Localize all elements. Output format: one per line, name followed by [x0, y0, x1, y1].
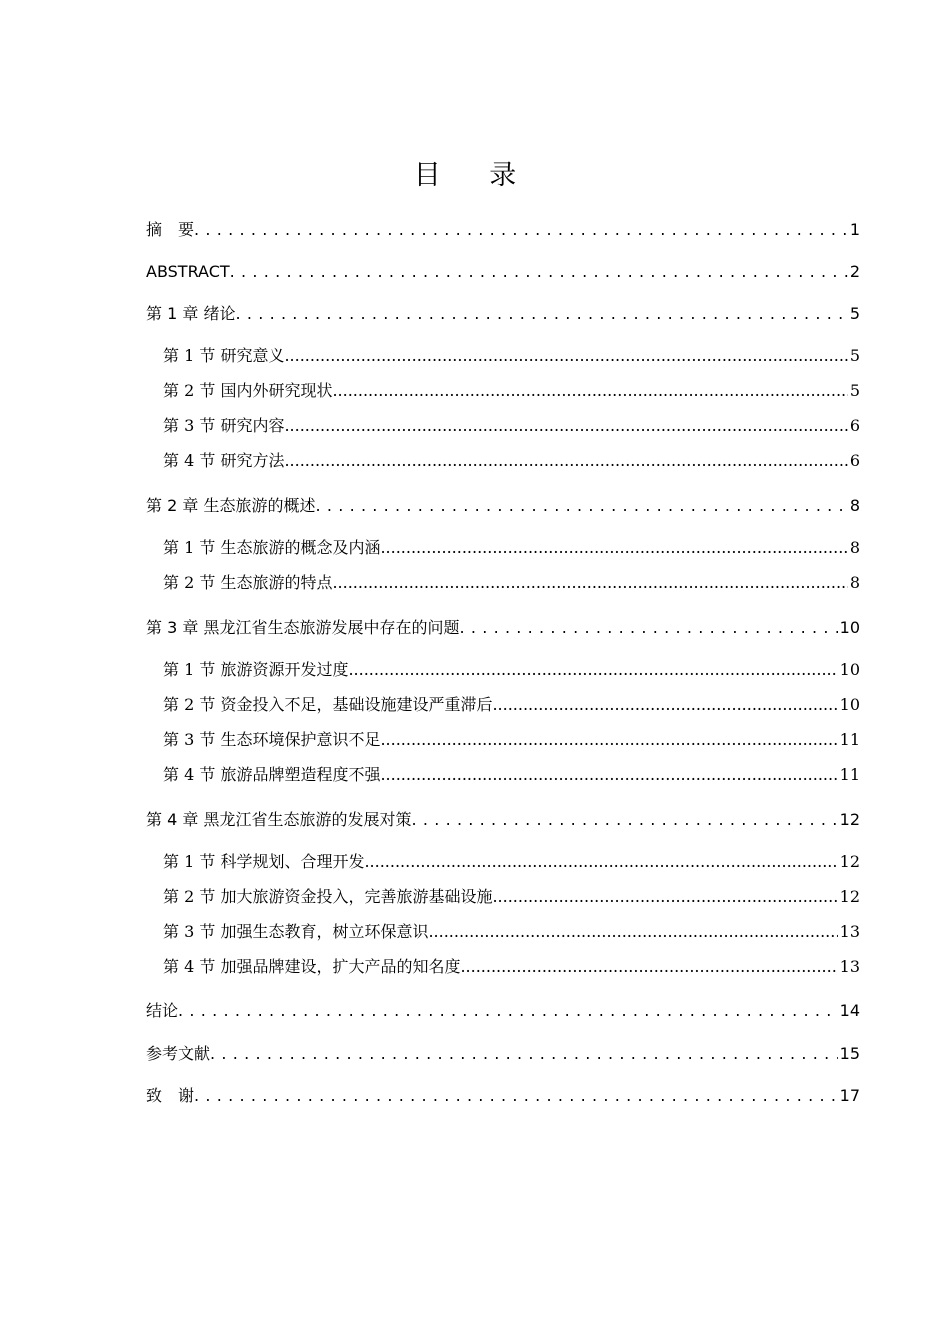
toc-entry-label: 致 谢 [146, 1086, 195, 1105]
toc-page-number: 5 [849, 304, 860, 323]
dot-leader [411, 807, 837, 833]
toc-page-number: 13 [839, 957, 860, 976]
toc-entry-section[interactable] [146, 849, 860, 875]
dot-leader [348, 657, 837, 683]
toc-entry-label: 第 3 节 生态环境保护意识不足 [163, 730, 381, 749]
dot-leader [194, 1083, 838, 1109]
toc-entry-conclusion[interactable] [146, 998, 860, 1024]
toc-entry-references[interactable] [146, 1041, 860, 1067]
toc-page-number: 5 [849, 381, 860, 400]
dot-leader [315, 493, 847, 519]
toc-entry-label: 第 2 节 国内外研究现状 [163, 381, 333, 400]
toc-entry-section[interactable] [146, 448, 860, 474]
dot-leader [178, 998, 838, 1024]
toc-entry-section[interactable] [146, 692, 860, 718]
toc-entry-section[interactable] [146, 657, 860, 683]
toc-entry-abstract-en[interactable] [146, 259, 860, 285]
toc-page-number: 12 [839, 810, 860, 829]
dot-leader [332, 570, 847, 596]
toc-page-number: 5 [849, 346, 860, 365]
dot-leader [210, 1041, 838, 1067]
dot-leader [380, 535, 847, 561]
toc-entry-label: 参考文献 [146, 1044, 211, 1063]
toc-entry-section[interactable] [146, 378, 860, 404]
toc-entry-label: 结论 [146, 1001, 179, 1020]
toc-entry-section[interactable] [146, 884, 860, 910]
toc-page-number: 8 [849, 573, 860, 592]
toc-page-number: 2 [849, 262, 860, 281]
toc-entry-label: ABSTRACT [146, 262, 230, 281]
toc-entry-chapter-2[interactable] [146, 493, 860, 519]
toc-entry-section[interactable] [146, 954, 860, 980]
toc-entry-label: 第 2 节 加大旅游资金投入，完善旅游基础设施 [163, 887, 493, 906]
toc-entry-section[interactable] [146, 535, 860, 561]
toc-entry-acknowledgements[interactable] [146, 1083, 860, 1109]
toc-entry-chapter-3[interactable] [146, 615, 860, 641]
toc-page-number: 6 [849, 416, 860, 435]
toc-page-number: 6 [849, 451, 860, 470]
toc-entry-label: 第 4 节 研究方法 [163, 451, 285, 470]
toc-page-number: 8 [849, 538, 860, 557]
toc-page-number: 10 [839, 695, 860, 714]
toc-entry-label: 第 1 章 绪论 [146, 304, 236, 323]
toc-page-number: 11 [839, 730, 860, 749]
dot-leader [194, 217, 848, 243]
toc-page-number: 1 [849, 220, 860, 239]
toc-entry-label: 第 1 节 研究意义 [163, 346, 285, 365]
toc-entry-label: 第 2 节 生态旅游的特点 [163, 573, 333, 592]
toc-page-number: 15 [839, 1044, 860, 1063]
toc-page-number: 17 [839, 1086, 860, 1105]
toc-entry-section[interactable] [146, 727, 860, 753]
dot-leader [492, 692, 837, 718]
toc-entry-section[interactable] [146, 919, 860, 945]
toc-entry-chapter-4[interactable] [146, 807, 860, 833]
toc-entry-label: 第 4 节 加强品牌建设，扩大产品的知名度 [163, 957, 461, 976]
toc-entry-label: 第 3 节 加强生态教育，树立环保意识 [163, 922, 429, 941]
toc-page-number: 11 [839, 765, 860, 784]
toc-entry-chapter-1[interactable] [146, 301, 860, 327]
toc-entry-label: 第 3 节 研究内容 [163, 416, 285, 435]
toc-entry-label: 第 2 节 资金投入不足，基础设施建设严重滞后 [163, 695, 493, 714]
dot-leader [235, 301, 847, 327]
toc-page-number: 10 [839, 618, 860, 637]
toc-entry-label: 第 4 节 旅游品牌塑造程度不强 [163, 765, 381, 784]
toc-page-number: 8 [849, 496, 860, 515]
toc-entry-label: 摘 要 [146, 220, 195, 239]
toc-page-number: 14 [839, 1001, 860, 1020]
dot-leader [332, 378, 847, 404]
dot-leader [364, 849, 837, 875]
page-title: 目 录 [413, 160, 537, 191]
toc-entry-label: 第 1 节 科学规划、合理开发 [163, 852, 365, 871]
toc-entry-label: 第 1 节 旅游资源开发过度 [163, 660, 349, 679]
dot-leader [380, 727, 837, 753]
toc-entry-section[interactable] [146, 413, 860, 439]
toc-page-number: 13 [839, 922, 860, 941]
toc-entry-section[interactable] [146, 762, 860, 788]
toc-entry-label: 第 3 章 黑龙江省生态旅游发展中存在的问题 [146, 618, 460, 637]
toc-entry-label: 第 1 节 生态旅游的概念及内涵 [163, 538, 381, 557]
toc-page-number: 12 [839, 887, 860, 906]
dot-leader [230, 259, 848, 285]
toc-entry-section[interactable] [146, 343, 860, 369]
dot-leader [460, 954, 837, 980]
toc-entry-section[interactable] [146, 570, 860, 596]
toc-entry-label: 第 4 章 黑龙江省生态旅游的发展对策 [146, 810, 412, 829]
dot-leader [380, 762, 837, 788]
dot-leader [284, 413, 847, 439]
toc-page-number: 10 [839, 660, 860, 679]
toc-entry-label: 第 2 章 生态旅游的概述 [146, 496, 316, 515]
dot-leader [284, 343, 847, 369]
dot-leader [459, 615, 837, 641]
dot-leader [284, 448, 847, 474]
dot-leader [428, 919, 837, 945]
dot-leader [492, 884, 837, 910]
toc-page-number: 12 [839, 852, 860, 871]
toc-entry-abstract-cn[interactable] [146, 217, 860, 243]
